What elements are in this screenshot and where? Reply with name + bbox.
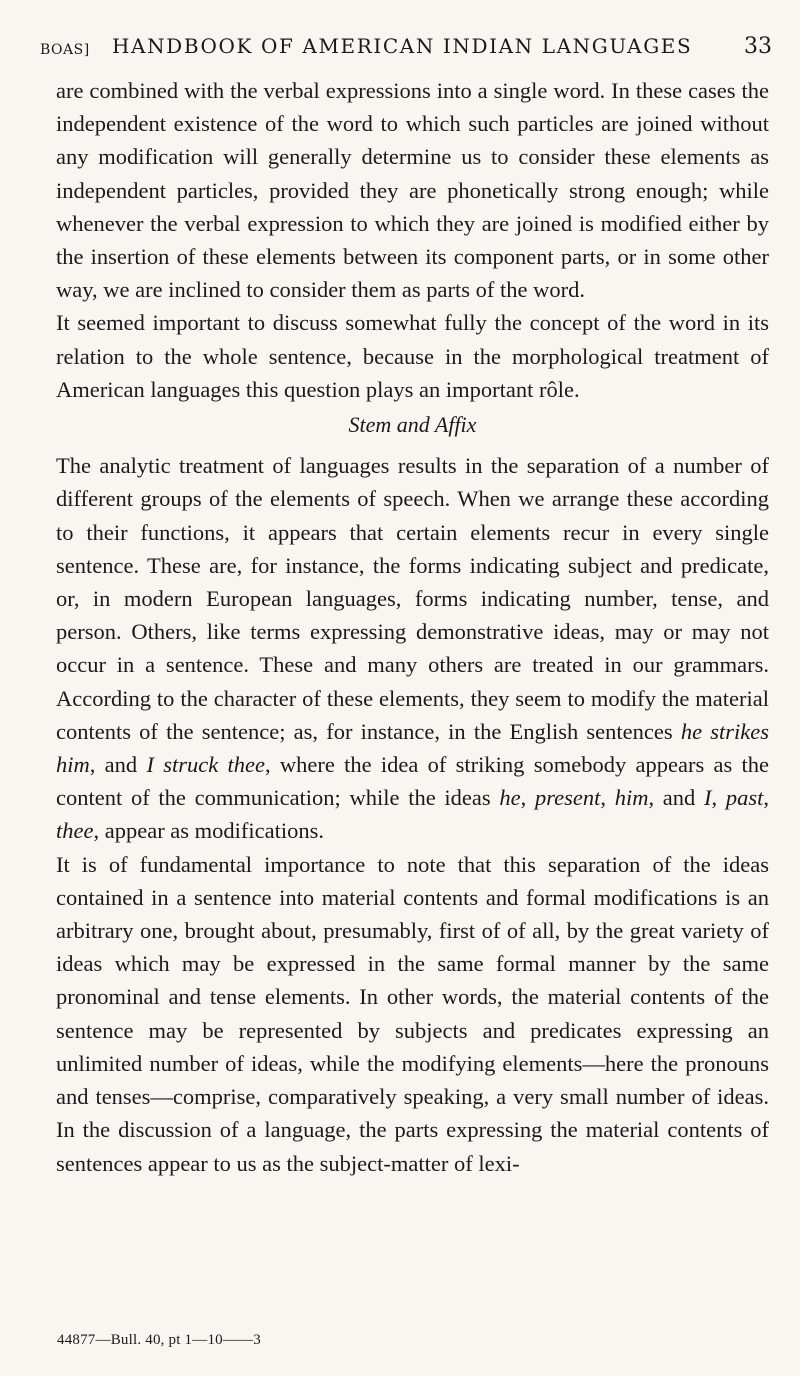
text-run: , bbox=[763, 785, 769, 811]
header-title: HANDBOOK OF AMERICAN INDIAN LANGUAGES bbox=[112, 34, 693, 58]
term-thee: thee bbox=[56, 818, 94, 844]
example-i-struck-thee: I struck thee bbox=[146, 752, 265, 778]
running-header bbox=[40, 34, 792, 64]
example-he-strikes-him: he strikes him bbox=[56, 718, 769, 778]
term-he: he bbox=[499, 785, 521, 811]
text-run: , and bbox=[89, 752, 147, 778]
paragraph-fundamental-importance: It is of fundamental importance to note that this separation of the ideas contained in a sentence into material contents and formal modifications is an arbitrary one, brought about, presumably, first of of all, by the great variety of ideas which may be expressed in the same formal manner by the same pronominal and tense elements. In other words, the material contents of the sentence may be represented by subjects and predicates expressing an unlimited number of ideas, while the modifying elements—here the pronouns and tenses—comprise, comparatively speaking, a very small number of ideas. In the discussion of a language, the parts expressing the material contents of sentences appear to us as the subject-matter of lexi- bbox=[56, 851, 769, 1176]
term-present: present bbox=[534, 785, 601, 811]
text-run: , where the idea of striking somebody appears as the content of the communication; while the ideas bbox=[56, 752, 769, 811]
text-run: , and bbox=[648, 785, 705, 811]
page-number: 33 bbox=[744, 34, 772, 59]
text-run: , appear as modifications. bbox=[93, 818, 325, 844]
paragraph-word-concept: It seemed important to discuss somewhat fully the concept of the word in its relation to the whole sentence, because in the morphological treatment of American languages this question plays an important rôle. bbox=[56, 310, 769, 402]
term-him: him bbox=[614, 785, 649, 811]
text-run: , bbox=[600, 785, 615, 811]
paragraph-continuation: are combined with the verbal expressions into a single word. In these cases the independent existence of the word to which such particles are joined without any modification will generally determine us to consider these elements as independent particles, provided they are phonetically strong enough; while whenever the verbal expression to which they are joined is modified either by the insertion of these elements between its component parts, or in some other way, we are inclined to consider them as parts of the word. bbox=[56, 78, 769, 303]
term-past: past bbox=[725, 785, 764, 811]
text-run: , bbox=[520, 785, 535, 811]
term-i: I bbox=[704, 785, 712, 811]
section-heading: Stem and Affix bbox=[348, 412, 477, 438]
text-run: The analytic treatment of languages results in the separation of a number of different groups of the elements of speech. When we arrange these according to their functions, it appears that certain elements recur in every single sentence. These are, for instance, the forms indicating subject and predicate, or, in modern European languages, forms indicating number, tense, and person. Others, like terms expressing demonstrative ideas, may or may not occur in a sentence. These and many others are treated in our grammars. According to the character of these elements, they seem to modify the material contents of the sentence; as, for instance, in the English sentences bbox=[56, 453, 769, 744]
text-run: , bbox=[711, 785, 726, 811]
printer-footer: 44877—Bull. 40, pt 1—10——3 bbox=[57, 1332, 261, 1348]
header-author: BOAS] bbox=[40, 42, 90, 58]
body-text bbox=[56, 74, 769, 1180]
paragraph-analytic-treatment bbox=[56, 449, 769, 847]
